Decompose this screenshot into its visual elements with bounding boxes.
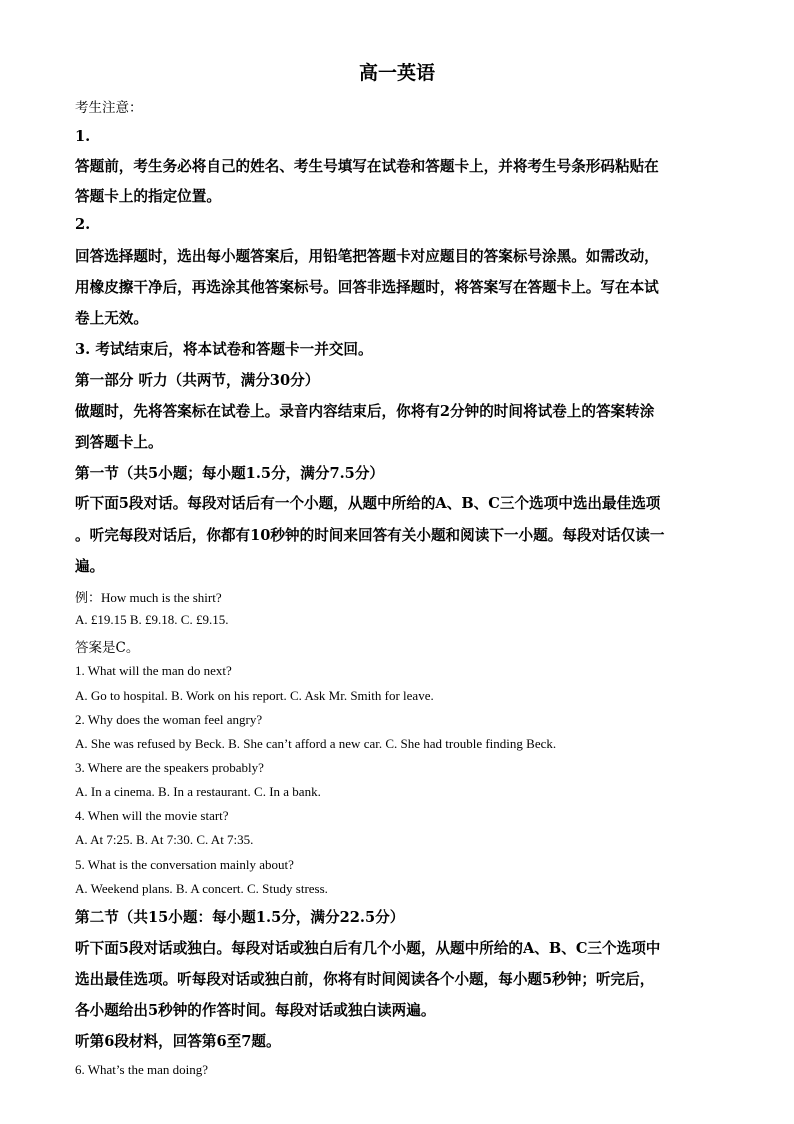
question-1: 1. What will the man do next? [75, 663, 232, 678]
question-2-options: A. She was refused by Beck. B. She can’t afford a new car. C. She had trouble finding Beck. [75, 736, 557, 751]
part-1-heading: 第一部分 听力（共两节，满分30分） [75, 372, 320, 389]
section-2-instruction-line-2: 选出最佳选项。听每段对话或独白前，你将有时间阅读各个小题，每小题5秒钟；听完后， [75, 971, 655, 988]
question-4-options: A. At 7:25. B. At 7:30. C. At 7:35. [75, 832, 254, 847]
question-5: 5. What is the conversation mainly about? [75, 857, 294, 872]
question-4: 4. When will the movie start? [75, 808, 229, 823]
part-1-instruction-line-1: 做题时，先将答案标在试卷上。录音内容结束后，你将有2分钟的时间将试卷上的答案转涂 [75, 403, 655, 420]
notice-item-1-number: 1. [75, 128, 91, 145]
notice-item-1-line-2: 答题卡上的指定位置。 [75, 188, 221, 205]
question-3-options: A. In a cinema. B. In a restaurant. C. In a bank. [75, 784, 321, 799]
question-1-options: A. Go to hospital. B. Work on his report. C. Ask Mr. Smith for leave. [75, 688, 434, 703]
example-answer: 答案是C。 [75, 640, 140, 656]
section-1-instruction-line-2: 。听完每段对话后，你都有10秒钟的时间来回答有关小题和阅读下一小题。每段对话仅读一 [75, 527, 665, 544]
notice-item-2-line-3: 卷上无效。 [75, 310, 148, 327]
section-2-instruction-line-3: 各小题给出5秒钟的作答时间。每段对话或独白读两遍。 [75, 1002, 436, 1019]
material-6-instruction: 听第6段材料，回答第6至7题。 [75, 1033, 281, 1050]
part-1-instruction-line-2: 到答题卡上。 [75, 434, 163, 451]
question-2: 2. Why does the woman feel angry? [75, 712, 263, 727]
section-1-instruction-line-1: 听下面5段对话。每段对话后有一个小题，从题中所给的A、B、C三个选项中选出最佳选项 [75, 495, 661, 512]
section-2-instruction-line-1: 听下面5段对话或独白。每段对话或独白后有几个小题，从题中所给的A、B、C三个选项中 [75, 940, 661, 957]
notice-item-2-number: 2. [75, 216, 91, 233]
question-3: 3. Where are the speakers probably? [75, 760, 264, 775]
section-1-heading: 第一节（共5小题；每小题1.5分，满分7.5分） [75, 465, 385, 482]
section-2-heading: 第二节（共15小题：每小题1.5分，满分22.5分） [75, 909, 405, 926]
notice-item-3: 3. 考试结束后，将本试卷和答题卡一并交回。 [75, 341, 373, 358]
page-title: 高一英语 [358, 62, 435, 84]
notice-heading: 考生注意： [75, 100, 143, 116]
example-options: A. £19.15 B. £9.18. C. £9.15. [75, 612, 229, 627]
question-5-options: A. Weekend plans. B. A concert. C. Study stress. [75, 881, 328, 896]
notice-item-1-line-1: 答题前，考生务必将自己的姓名、考生号填写在试卷和答题卡上，并将考生号条形码粘贴在 [75, 158, 659, 175]
question-6: 6. What’s the man doing? [75, 1062, 208, 1077]
notice-item-2-line-2: 用橡皮擦干净后，再选涂其他答案标号。回答非选择题时，将答案写在答题卡上。写在本试 [75, 279, 659, 296]
notice-item-2-line-1: 回答选择题时，选出每小题答案后，用铅笔把答题卡对应题目的答案标号涂黑。如需改动， [75, 248, 659, 265]
section-1-instruction-line-3: 遍。 [75, 558, 105, 575]
example-question: 例：How much is the shirt? [75, 590, 222, 605]
